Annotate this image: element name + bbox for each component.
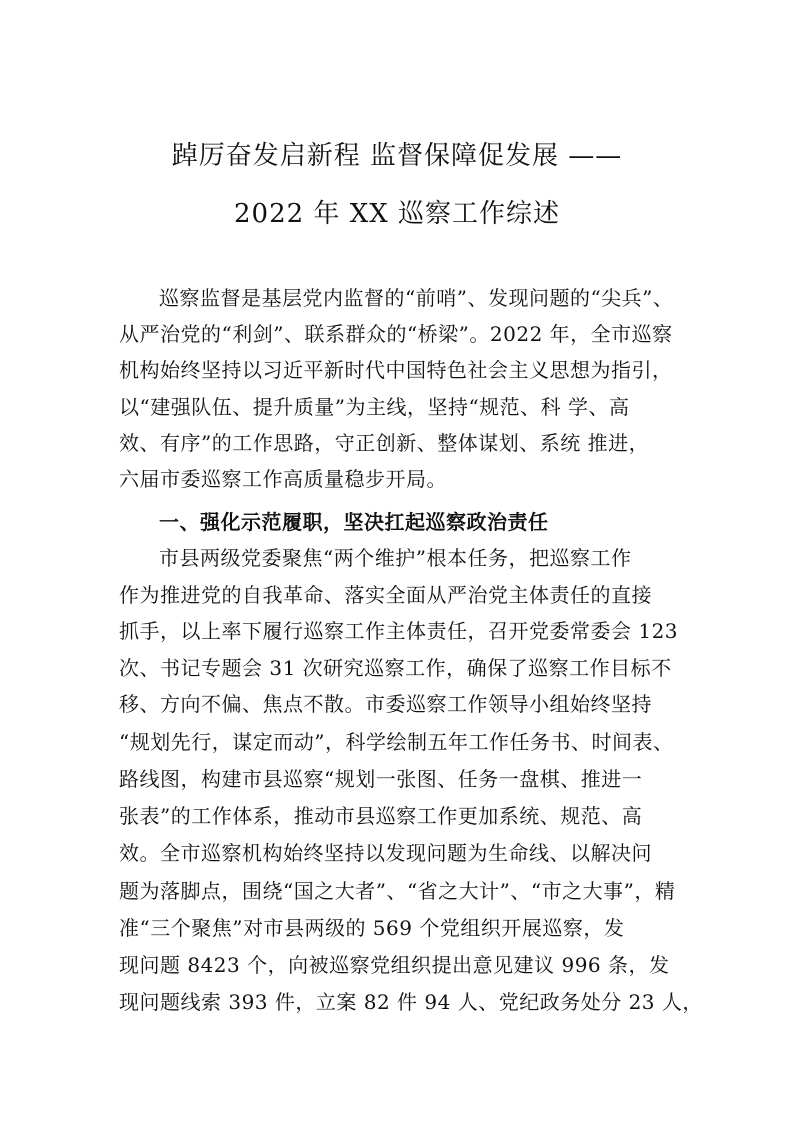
body-line: 效。全市巡察机构始终坚持以发现问题为生命线、以解决问: [119, 841, 652, 865]
section-heading: 一、强化示范履职，坚决扛起巡察政治责任: [159, 510, 549, 534]
body-line: 现问题线索 393 件，立案 82 件 94 人、党纪政务处分 23 人，: [119, 990, 703, 1014]
body-line: 移、方向不偏、焦点不散。市委巡察工作领导小组始终坚持: [119, 692, 652, 716]
document-title-line-1: 踔厉奋发启新程 监督保障促发展 ——: [171, 141, 623, 171]
body-line: 六届市委巡察工作高质量稳步开局。: [119, 467, 447, 491]
body-line: 市县两级党委聚焦“两个维护”根本任务，把巡察工作: [159, 546, 632, 570]
body-line: 准“三个聚焦”对市县两级的 569 个党组织开展巡察，发: [119, 916, 625, 940]
body-line: 张表”的工作体系，推动市县巡察工作更加系统、规范、高: [119, 804, 643, 828]
body-line: 机构始终坚持以习近平新时代中国特色社会主义思想为指引，: [119, 358, 673, 382]
body-line: “规划先行，谋定而动”，科学绘制五年工作任务书、时间表、: [119, 730, 674, 754]
body-line: 从严治党的“利剑”、联系群众的“桥梁”。2022 年，全市巡察: [119, 322, 673, 346]
body-line: 以“建强队伍、提升质量”为主线，坚持“规范、科 学、高: [119, 395, 630, 419]
body-line: 现问题 8423 个，向被巡察党组织提出意见建议 996 条，发: [119, 953, 670, 977]
body-line: 效、有序”的工作思路，守正创新、整体谋划、系统 推进，: [119, 431, 650, 455]
document-title-line-2: 2022 年 XX 巡察工作综述: [234, 199, 560, 229]
body-line: 巡察监督是基层党内监督的“前哨”、发现问题的“尖兵”、: [159, 286, 674, 310]
body-line: 题为落脚点，围绕“国之大者”、“省之大计”、“市之大事”，精: [119, 879, 676, 903]
body-line: 次、书记专题会 31 次研究巡察工作，确保了巡察工作目标不: [119, 656, 672, 680]
body-line: 路线图，构建市县巡察“规划一张图、任务一盘棋、推进一: [119, 767, 643, 791]
body-line: 抓手，以上率下履行巡察工作主体责任，召开党委常委会 123: [119, 619, 679, 643]
body-line: 作为推进党的自我革命、落实全面从严治党主体责任的直接: [119, 583, 652, 607]
